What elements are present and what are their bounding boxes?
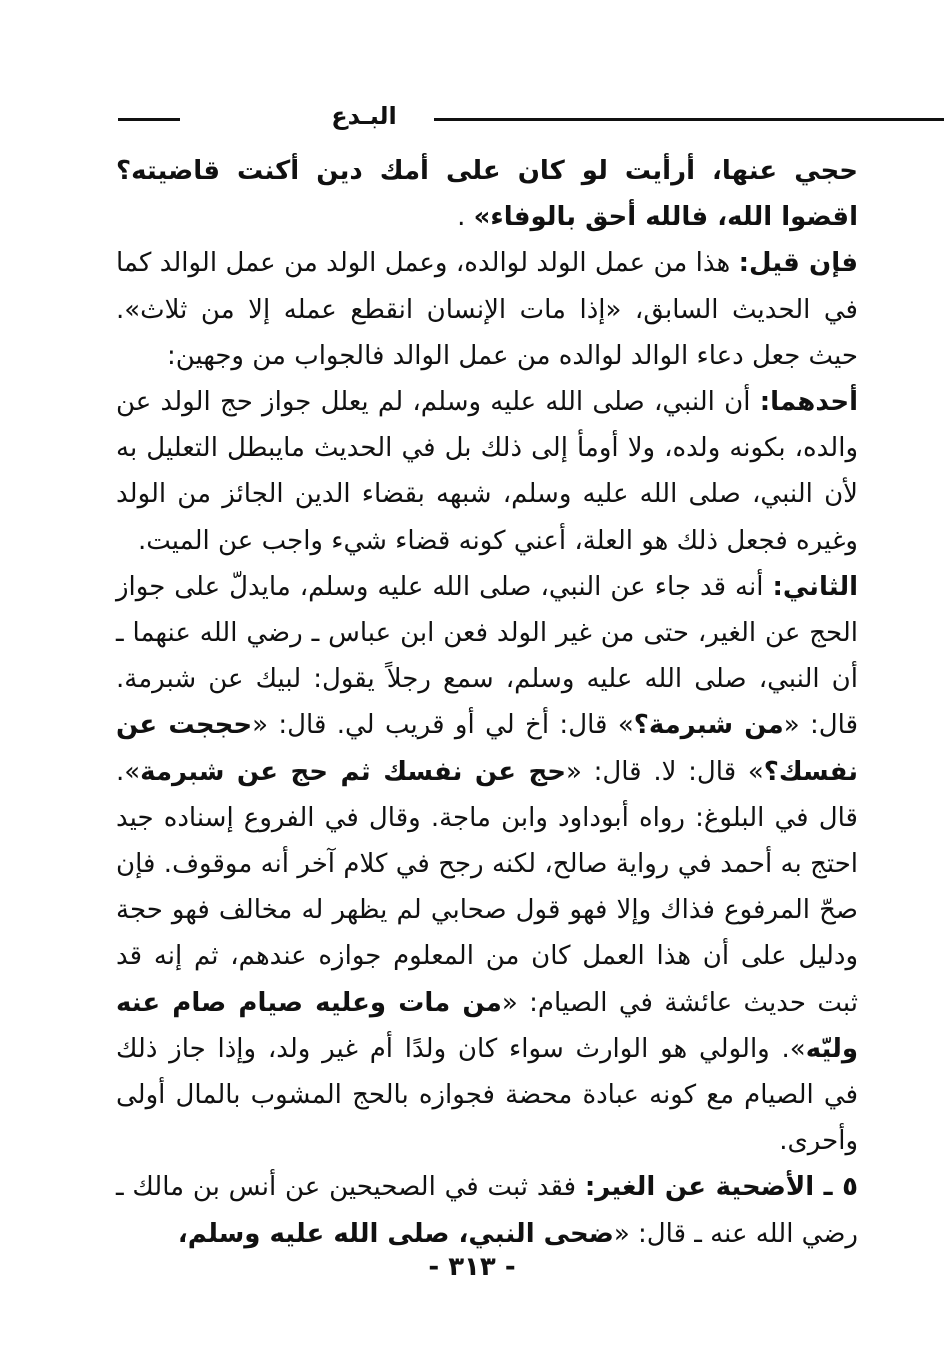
paragraph-text: ». والولي هو الوارث سواء كان ولدًا أم غير ولد، وإذا جاز ذلك في الصيام مع كونه عبادة محضة فجوازه بالحج المشوب بالمال أولى وأحرى. xyxy=(116,1033,858,1157)
paragraph-text: » قال: لا. قال: « xyxy=(565,756,764,787)
header-rule-right xyxy=(434,118,944,121)
paragraph-first-answer xyxy=(116,379,858,564)
paragraph-text: فقد ثبت في الصحيحين عن أنس بن مالك ـ رضي الله عنه ـ قال: « xyxy=(116,1172,858,1249)
paragraph-second-answer xyxy=(116,564,858,1165)
paragraph-sacrifice xyxy=(116,1164,858,1256)
paragraph-lead: فإن قيل: xyxy=(738,248,858,279)
paragraph-text: . xyxy=(457,202,474,233)
section-heading: ٥ ـ الأضحية عن الغير: xyxy=(584,1172,858,1203)
hadith-quote: من شبرمة؟ xyxy=(633,710,784,741)
paragraph-text: ». قال في البلوغ: رواه أبوداود وابن ماجة. وقال في الفروع إسناده جيد احتج به أحمد في رواية صالح، لكنه رجح في كلام آخر أنه موقوف. فإن صحّ المرفوع فذاك وإلا فهو قول صحابي لم يظهر له مخالف فهو حجة ودليل على أن هذا العمل كان من المعلوم جوازه عندهم، ثم إنه قد ثبت حديث عائشة في الصيام: « xyxy=(116,756,858,1018)
hadith-quote: ضحى النبي، صلى الله عليه وسلم، xyxy=(177,1218,614,1249)
hadith-quote: حجي عنها، أرأيت لو كان على أمك دين أكنت قاضيته؟ اقضوا الله، فالله أحق بالوفاء» xyxy=(116,156,858,233)
paragraph-lead: أحدهما: xyxy=(759,387,858,418)
paragraph-text: أنه قد جاء عن النبي، صلى الله عليه وسلم، مايدلّ على جواز الحج عن الغير، حتى من غير الولد فعن ابن عباس ـ رضي الله عنهما ـ أن النبي، صلى الله عليه وسلم، سمع رجلاً يقول: لبيك عن شبرمة. قال: « xyxy=(116,571,858,741)
hadith-quote: حج عن نفسك ثم حج عن شبرمة xyxy=(140,756,566,787)
paragraph-lead: الثاني: xyxy=(772,571,858,602)
running-header xyxy=(118,96,858,136)
hadith-quote: حججت عن نفسك؟ xyxy=(116,710,858,787)
header-rule-left xyxy=(118,118,180,121)
paragraph-text: هذا من عمل الولد لوالده، وعمل الولد من عمل الوالد كما في الحديث السابق، «إذا مات الإنسان انقطع عمله إلا من ثلاث». حيث جعل دعاء الوالد لوالده من عمل الوالد فالجواب من وجهين: xyxy=(116,248,858,371)
hadith-quote: من مات وعليه صيام صام عنه وليّه xyxy=(116,987,858,1064)
running-title: البـدع xyxy=(331,102,397,130)
page-number: - ٣١٣ - xyxy=(428,1252,516,1282)
paragraph-text: أن النبي، صلى الله عليه وسلم، لم يعلل جواز حج الولد عن والده، بكونه ولده، ولا أومأ إلى ذلك بل في الحديث مايبطل التعليل به لأن النبي، صلى الله عليه وسلم، شبهه بقضاء الدين الجائز من الولد وغيره فجعل ذلك هو العلة، أعني كونه قضاء شيء واجب عن الميت. xyxy=(116,387,858,556)
text-body xyxy=(116,148,858,1257)
paragraph-objection xyxy=(116,240,858,379)
paragraph-hadith-end xyxy=(116,148,858,240)
paragraph-text: » قال: أخ لي أو قريب لي. قال: « xyxy=(252,710,634,741)
